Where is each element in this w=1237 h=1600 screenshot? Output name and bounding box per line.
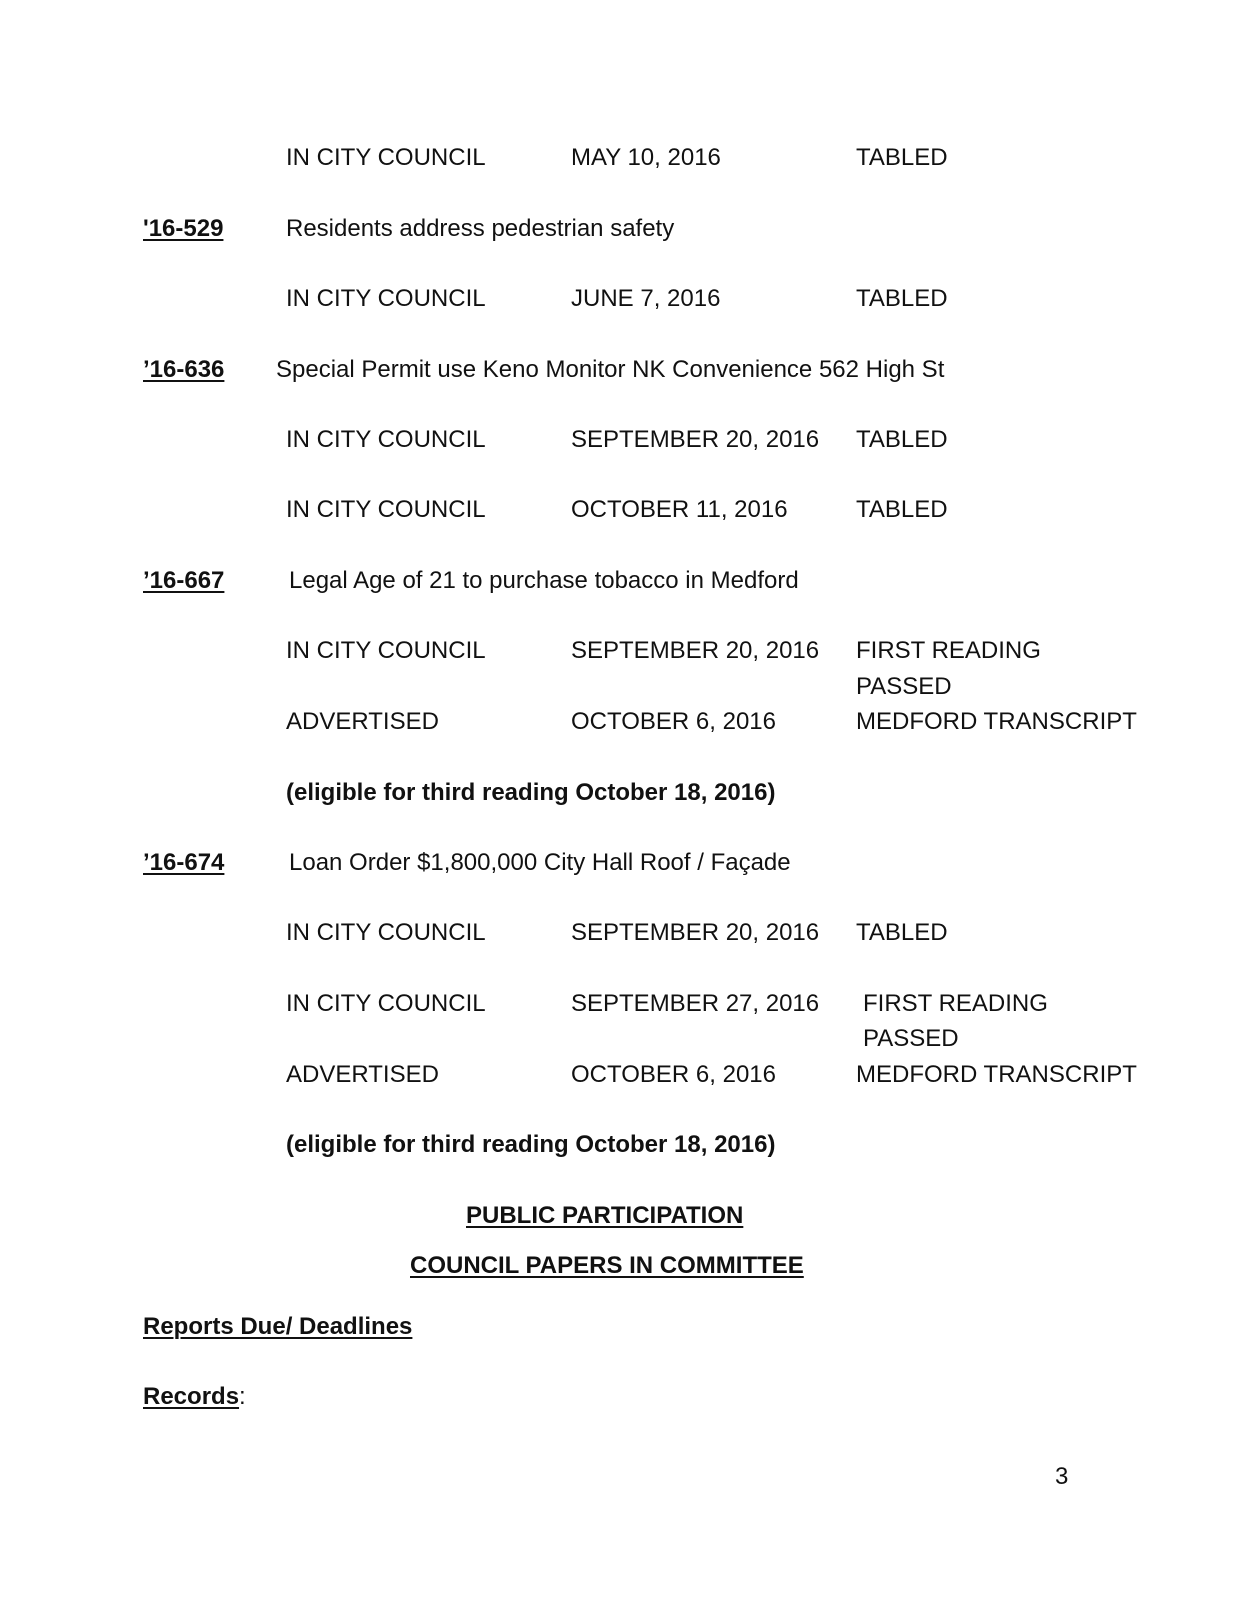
heading-public-participation: PUBLIC PARTICIPATION xyxy=(466,1202,744,1229)
entry-body: IN CITY COUNCIL xyxy=(286,426,486,453)
entry-date: OCTOBER 6, 2016 xyxy=(571,708,776,735)
page-number: 3 xyxy=(1055,1463,1069,1490)
heading-records: Records xyxy=(143,1383,240,1410)
entry-action: TABLED xyxy=(856,426,948,453)
item-title: Special Permit use Keno Monitor NK Convenience 562 High St xyxy=(276,356,945,383)
entry-action: FIRST READING xyxy=(863,990,1048,1017)
entry-body: IN CITY COUNCIL xyxy=(286,919,486,946)
entry-body: IN CITY COUNCIL xyxy=(286,144,486,171)
entry-body: IN CITY COUNCIL xyxy=(286,990,486,1017)
entry-date: OCTOBER 11, 2016 xyxy=(571,496,788,523)
entry-action-continued: PASSED xyxy=(863,1025,959,1052)
heading-reports-due: Reports Due/ Deadlines xyxy=(143,1313,413,1340)
entry-action: MEDFORD TRANSCRIPT xyxy=(856,1061,1137,1088)
eligibility-note: (eligible for third reading October 18, 2016) xyxy=(286,1131,776,1158)
records-line xyxy=(143,1383,246,1411)
item-number: ’16-636 xyxy=(143,356,225,383)
entry-date: SEPTEMBER 20, 2016 xyxy=(571,637,820,664)
entry-date: SEPTEMBER 27, 2016 xyxy=(571,990,820,1017)
item-number: ’16-674 xyxy=(143,849,225,876)
entry-body: ADVERTISED xyxy=(286,1061,439,1088)
entry-action-continued: PASSED xyxy=(856,673,952,700)
item-title: Residents address pedestrian safety xyxy=(286,215,675,242)
eligibility-note: (eligible for third reading October 18, 2016) xyxy=(286,779,776,806)
entry-action: TABLED xyxy=(856,285,948,312)
entry-date: JUNE 7, 2016 xyxy=(571,285,721,312)
entry-date: MAY 10, 2016 xyxy=(571,144,721,171)
item-title: Loan Order $1,800,000 City Hall Roof / Façade xyxy=(289,849,791,876)
entry-body: ADVERTISED xyxy=(286,708,439,735)
entry-body: IN CITY COUNCIL xyxy=(286,637,486,664)
entry-date: SEPTEMBER 20, 2016 xyxy=(571,919,820,946)
entry-action: TABLED xyxy=(856,496,948,523)
entry-action: MEDFORD TRANSCRIPT xyxy=(856,708,1137,735)
item-title: Legal Age of 21 to purchase tobacco in Medford xyxy=(289,567,799,594)
entry-date: OCTOBER 6, 2016 xyxy=(571,1061,776,1088)
item-number: '16-529 xyxy=(143,215,224,242)
entry-action: FIRST READING xyxy=(856,637,1041,664)
entry-action: TABLED xyxy=(856,144,948,171)
entry-body: IN CITY COUNCIL xyxy=(286,285,486,312)
records-colon: : xyxy=(239,1383,246,1410)
entry-action: TABLED xyxy=(856,919,948,946)
item-number: ’16-667 xyxy=(143,567,225,594)
heading-council-papers: COUNCIL PAPERS IN COMMITTEE xyxy=(410,1252,804,1279)
entry-date: SEPTEMBER 20, 2016 xyxy=(571,426,820,453)
entry-body: IN CITY COUNCIL xyxy=(286,496,486,523)
